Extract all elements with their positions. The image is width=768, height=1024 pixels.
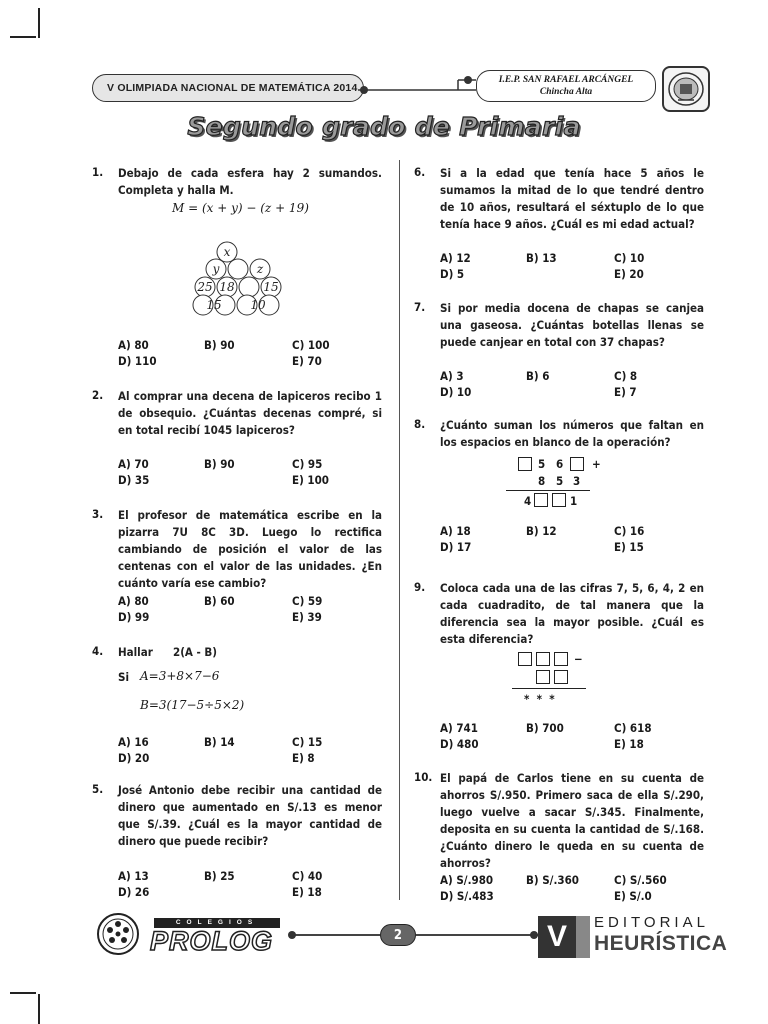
option-a: A) 3 — [440, 369, 464, 383]
blank-box — [554, 670, 568, 684]
digit: 1 — [570, 494, 578, 508]
publisher-bottom: HEURÍSTICA — [594, 932, 728, 955]
question-text: Hallar — [118, 645, 153, 659]
sphere-pyramid-diagram — [186, 219, 298, 323]
question-number: 9. — [414, 580, 426, 594]
option-d: D) S/.483 — [440, 889, 494, 903]
question-2 — [92, 388, 382, 487]
option-c: C) S/.560 — [614, 873, 667, 887]
option-b: B) 13 — [526, 251, 557, 265]
digit: 5 — [556, 474, 564, 488]
difference-line — [512, 688, 586, 689]
heuristica-mark-icon — [538, 916, 576, 958]
option-b: B) S/.360 — [526, 873, 579, 887]
digit: 3 — [573, 474, 581, 488]
question-number: 2. — [92, 388, 104, 402]
addition-operation — [518, 457, 608, 509]
blank-box — [552, 493, 566, 507]
option-b: B) 6 — [526, 369, 550, 383]
definition-a: A=3+8×7−6 — [140, 669, 220, 683]
expression: 2(A - B) — [173, 645, 218, 659]
option-e: E) 18 — [292, 885, 322, 899]
question-number: 1. — [92, 165, 104, 179]
option-b: B) 90 — [204, 338, 235, 352]
page-title: Segundo grado de Primaria — [187, 112, 581, 141]
publisher-top: EDITORIAL — [594, 914, 709, 931]
option-e: E) S/.0 — [614, 889, 652, 903]
question-5 — [92, 782, 382, 899]
question-number: 6. — [414, 165, 426, 179]
question-7 — [414, 300, 704, 399]
blank-box — [518, 652, 532, 666]
pyramid-x: x — [223, 245, 231, 259]
crop-mark — [10, 992, 36, 994]
minus-sign: − — [574, 652, 583, 666]
question-text: Al comprar una decena de lapiceros recibo 1 de obsequio. ¿Cuántas decenas compré, si en total recibí 1045 lapiceros? — [118, 389, 382, 437]
option-d: D) 110 — [118, 354, 157, 368]
option-c: C) 40 — [292, 869, 323, 883]
option-a: A) 80 — [118, 594, 149, 608]
question-text: Si a la edad que tenía hace 5 años le sumamos la mitad de lo que tendré dentro de 10 años, resultará el séxtuplo de lo que tenía hace 9 años. ¿Cuál es mi edad actual? — [440, 166, 704, 231]
option-b: B) 14 — [204, 735, 235, 749]
banner-connector — [358, 72, 482, 102]
prolog-logo — [94, 912, 290, 956]
option-d: D) 480 — [440, 737, 479, 751]
blank-box — [534, 493, 548, 507]
prolog-emblem-icon — [94, 912, 142, 956]
olympiad-banner — [92, 74, 364, 102]
blank-box — [536, 670, 550, 684]
digit: 6 — [556, 457, 564, 471]
column-divider — [399, 160, 400, 900]
option-d: D) 20 — [118, 751, 150, 765]
option-a: A) 18 — [440, 524, 471, 538]
question-number: 8. — [414, 417, 426, 431]
heuristica-mark-letter: V — [546, 920, 567, 953]
digit: 4 — [524, 494, 532, 508]
crop-mark — [38, 8, 40, 38]
option-a: A) S/.980 — [440, 873, 494, 887]
option-d: D) 26 — [118, 885, 150, 899]
school-name: I.E.P. SAN RAFAEL ARCÁNGEL — [498, 75, 634, 85]
question-text: Coloca cada una de las cifras 7, 5, 6, 4, 2 en cada cuadradito, de tal manera que la diferencia sea la mayor posible. ¿Cuál es esta diferencia? — [440, 581, 704, 646]
question-text: José Antonio debe recibir una cantidad de dinero que aumentado en S/.13 es menor que S/.39. ¿Cuál es la mayor cantidad de dinero que puede recibir? — [118, 783, 382, 848]
blank-box — [570, 457, 584, 471]
page-number: 2 — [393, 927, 403, 943]
option-b: B) 90 — [204, 457, 235, 471]
option-c: C) 10 — [614, 251, 645, 265]
heuristica-logo — [538, 912, 728, 960]
result-stars: * * * — [524, 692, 555, 706]
option-c: C) 618 — [614, 721, 652, 735]
pyramid-15b: 15 — [206, 298, 222, 312]
prolog-small-text: COLEGIOS — [154, 918, 280, 928]
plus-sign: + — [592, 457, 601, 471]
question-text: El papá de Carlos tiene en su cuenta de ahorros S/.950. Primero saca de ella S/.290, luego vuelve a sacar S/.345. Finalmente, deposita en su cuenta la cantidad de S/.168. ¿Cuánto dinero le queda en su cuenta de ahorros? — [440, 771, 704, 870]
question-number: 10. — [414, 770, 433, 784]
pyramid-25: 25 — [197, 280, 213, 294]
pyramid-z: z — [256, 262, 264, 276]
option-e: E) 20 — [614, 267, 644, 281]
seal-emblem-icon — [666, 70, 706, 108]
option-e: E) 18 — [614, 737, 644, 751]
option-c: C) 100 — [292, 338, 330, 352]
blank-box — [554, 652, 568, 666]
si-label: Si — [118, 670, 129, 684]
option-a: A) 70 — [118, 457, 149, 471]
blank-box — [536, 652, 550, 666]
option-d: D) 5 — [440, 267, 465, 281]
subtraction-operation — [518, 652, 608, 704]
option-c: C) 95 — [292, 457, 323, 471]
definition-b: B=3(17−5÷5×2) — [140, 698, 245, 712]
question-4 — [92, 644, 382, 765]
school-city: Chincha Alta — [539, 87, 593, 97]
option-c: C) 16 — [614, 524, 645, 538]
heuristica-cube-edge — [576, 916, 590, 958]
question-6 — [414, 165, 704, 281]
option-e: E) 70 — [292, 354, 322, 368]
crop-mark — [38, 994, 40, 1024]
option-a: A) 12 — [440, 251, 471, 265]
olympiad-banner-text: V OLIMPIADA NACIONAL DE MATEMÁTICA 2014 — [107, 82, 358, 94]
question-number: 3. — [92, 507, 104, 521]
school-seal — [662, 66, 710, 112]
question-text: El profesor de matemática escribe en la pizarra 7U 8C 3D. Luego lo rectifica cambiando de posición el valor de las centenas con el valor de las unidades. ¿En cuánto varía ese cambio? — [118, 508, 382, 590]
question-3 — [92, 507, 382, 624]
option-d: D) 99 — [118, 610, 150, 624]
question-9 — [414, 580, 704, 751]
question-number: 4. — [92, 644, 104, 658]
school-banner — [476, 70, 656, 102]
option-c: C) 15 — [292, 735, 323, 749]
option-e: E) 39 — [292, 610, 322, 624]
option-a: A) 16 — [118, 735, 149, 749]
question-number: 7. — [414, 300, 426, 314]
formula: M = (x + y) − (z + 19) — [172, 201, 309, 215]
page-number-badge — [380, 924, 416, 946]
option-b: B) 12 — [526, 524, 557, 538]
option-b: B) 25 — [204, 869, 235, 883]
crop-mark — [10, 36, 36, 38]
option-b: B) 60 — [204, 594, 235, 608]
question-text: ¿Cuánto suman los números que faltan en los espacios en blanco de la operación? — [440, 418, 704, 449]
right-column — [414, 165, 704, 905]
option-e: E) 15 — [614, 540, 644, 554]
option-e: E) 7 — [614, 385, 637, 399]
blank-box — [518, 457, 532, 471]
option-a: A) 741 — [440, 721, 478, 735]
pyramid-y: y — [212, 262, 220, 276]
pyramid-18: 18 — [219, 280, 235, 294]
question-8 — [414, 417, 704, 554]
left-column — [92, 165, 382, 905]
footer-dots — [286, 929, 546, 941]
prolog-big-text: PROLOG — [150, 926, 274, 956]
option-d: D) 17 — [440, 540, 472, 554]
option-d: D) 10 — [440, 385, 472, 399]
option-e: E) 8 — [292, 751, 315, 765]
option-d: D) 35 — [118, 473, 150, 487]
sum-line — [506, 490, 590, 491]
option-c: C) 8 — [614, 369, 638, 383]
pyramid-15a: 15 — [263, 280, 279, 294]
option-e: E) 100 — [292, 473, 329, 487]
question-10 — [414, 770, 704, 903]
option-a: A) 80 — [118, 338, 149, 352]
pyramid-10: 10 — [250, 298, 266, 312]
option-c: C) 59 — [292, 594, 323, 608]
question-number: 5. — [92, 782, 104, 796]
option-b: B) 700 — [526, 721, 564, 735]
option-a: A) 13 — [118, 869, 149, 883]
question-1 — [92, 165, 382, 368]
question-text: Debajo de cada esfera hay 2 sumandos. Completa y halla M. — [118, 166, 382, 197]
digit: 8 — [538, 474, 546, 488]
digit: 5 — [538, 457, 546, 471]
question-text: Si por media docena de chapas se canjea una gaseosa. ¿Cuántas botellas llenas se puede canjear en total con 37 chapas? — [440, 301, 704, 349]
